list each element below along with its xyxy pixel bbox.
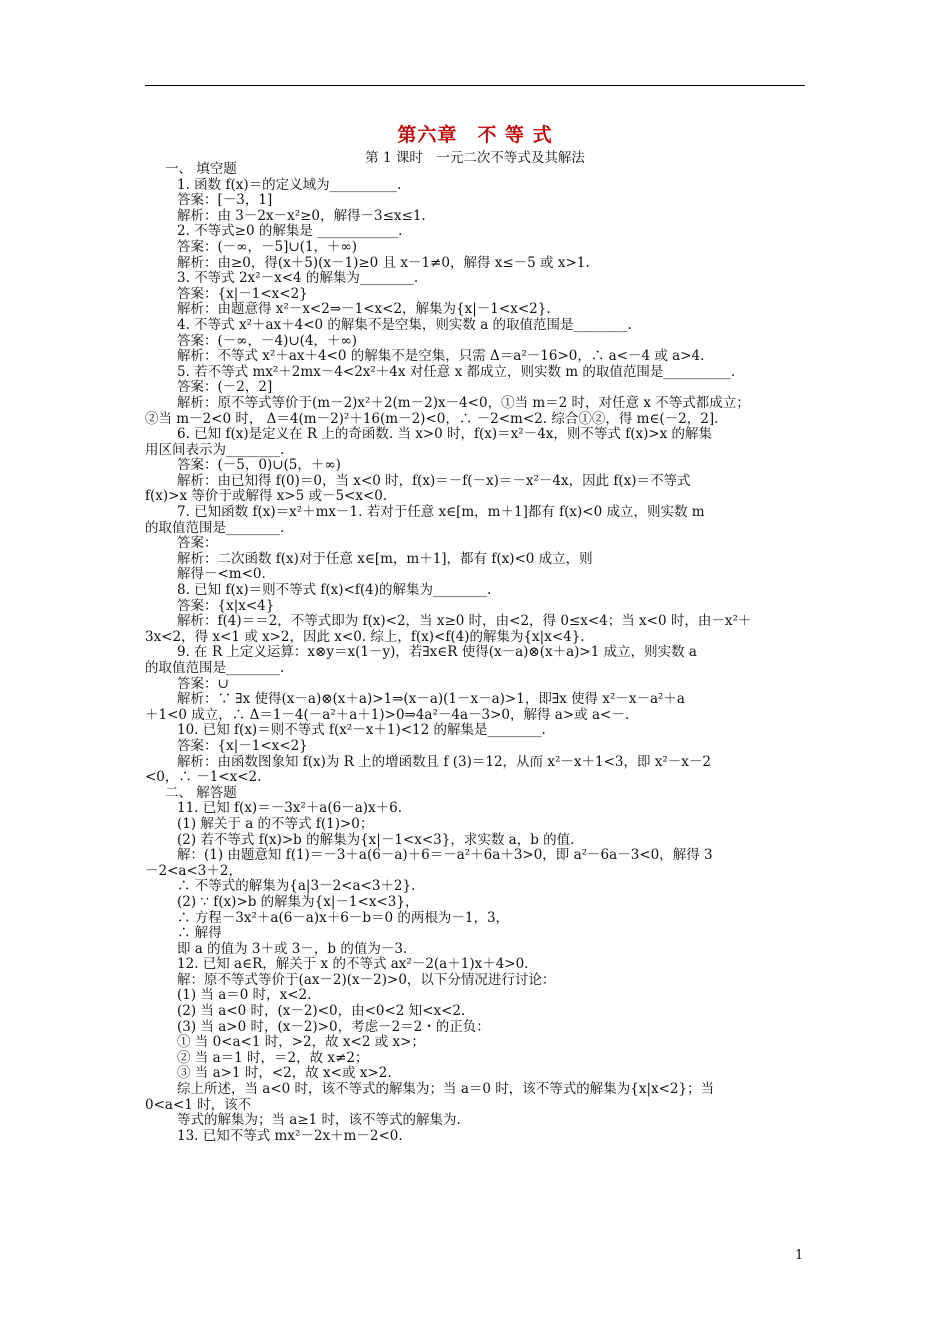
- text-line: 解析：不等式 x²＋ax＋4<0 的解集不是空集，只需 Δ＝a²－16>0，∴ a<－4 或 a>4.: [177, 348, 705, 365]
- text-line: 答案：{x|－1<x<2}: [177, 737, 308, 754]
- text-line: 5. 若不等式 mx²＋2mx－4<2x²＋4x 对任意 x 都成立，则实数 m 的取值范围是__________.: [177, 363, 736, 380]
- text-line: 9. 在 R 上定义运算：x⊗y＝x(1－y)，若∃x∈R 使得(x－a)⊗(x＋a)>1 成立，则实数 a: [177, 644, 697, 661]
- chapter-title: 第六章 不 等 式: [397, 124, 553, 146]
- text-line: (2) ∵ f(x)>b 的解集为{x|－1<x<3}，: [177, 893, 419, 910]
- text-line: 用区间表示为________.: [145, 441, 285, 458]
- text-line: －2<a<3＋2，: [145, 862, 242, 879]
- text-line: ∴ 解得: [177, 925, 222, 942]
- text-line: 7. 已知函数 f(x)＝x²＋mx－1. 若对于任意 x∈[m，m＋1]都有 f(x)<0 成立，则实数 m: [177, 504, 705, 521]
- text-line: 10. 已知 f(x)＝则不等式 f(x²－x＋1)<12 的解集是________.: [177, 722, 546, 739]
- text-line: (2) 当 a<0 时，(x－2)<0，由<0<2 知<x<2.: [177, 1003, 466, 1020]
- text-line: 11. 已知 f(x)＝－3x²＋a(6－a)x＋6.: [177, 800, 403, 817]
- page-number: 1: [795, 1248, 804, 1263]
- text-line: (1) 当 a＝0 时，x<2.: [177, 987, 312, 1004]
- text-line: 解析：由函数图象知 f(x)为 R 上的增函数且 f (3)＝12，从而 x²－x＋1<3，即 x²－x－2: [177, 753, 712, 770]
- text-line: 答案：: [177, 535, 218, 552]
- text-line: ② 当 a＝1 时，＝2，故 x≠2；: [177, 1049, 369, 1066]
- text-line: 答案：(－2，2]: [177, 379, 273, 396]
- text-line: ②当 m－2<0 时， Δ＝4(m－2)²＋16(m－2)<0，∴ －2<m<2. 综合①②，得 m∈(－2，2].: [145, 410, 719, 427]
- document-body: [145, 162, 811, 1144]
- text-line: 解：(1) 由题意知 f(1)＝－3＋a(6－a)＋6＝－a²＋6a＋3>0，即 a²－6a－3<0，解得 3: [177, 847, 713, 864]
- text-line: 的取值范围是________.: [145, 519, 285, 536]
- text-line: 二、 解答题: [165, 784, 237, 801]
- text-line: 一、 填空题: [165, 161, 237, 177]
- lesson-title: 第 1 课时 一元二次不等式及其解法: [365, 150, 585, 166]
- text-line: 的取值范围是________.: [145, 660, 285, 676]
- text-line: ∴ 不等式的解集为{a|3－2<a<3＋2}.: [177, 878, 416, 895]
- text-line: (2) 若不等式 f(x)>b 的解集为{x|－1<x<3}，求实数 a，b 的值.: [177, 831, 575, 848]
- top-rule: [145, 85, 805, 86]
- text-line: 答案：(－5，0)∪(5，＋∞): [177, 457, 341, 474]
- text-line: 答案：∪: [177, 675, 229, 692]
- text-line: 12. 已知 a∈R，解关于 x 的不等式 ax²－2(a＋1)x＋4>0.: [177, 956, 529, 973]
- text-line: 答案：(－∞，－4)∪(4，＋∞): [177, 332, 358, 349]
- text-line: 解析：由 3－2x－x²≥0，解得－3≤x≤1.: [177, 207, 426, 224]
- text-line: 6. 已知 f(x)是定义在 R 上的奇函数. 当 x>0 时，f(x)＝x²－4x，则不等式 f(x)>x 的解集: [177, 426, 713, 443]
- text-line: 4. 不等式 x²＋ax＋4<0 的解集不是空集，则实数 a 的取值范围是________.: [177, 316, 632, 333]
- text-line: 13. 已知不等式 mx²－2x＋m－2<0.: [177, 1127, 403, 1144]
- text-line: 解析：原不等式等价于(m－2)x²＋2(m－2)x－4<0，①当 m＝2 时，对任意 x 不等式都成立；: [177, 394, 750, 411]
- text-line: 0<a<1 时，该不: [145, 1096, 252, 1113]
- text-line: 解：原不等式等价于(ax－2)(x－2)>0，以下分情况进行讨论：: [177, 971, 556, 988]
- text-line: ③ 当 a>1 时，<2，故 x<或 x>2.: [177, 1065, 392, 1082]
- text-line: 解析：由已知得 f(0)＝0，当 x<0 时，f(x)＝－f(－x)＝－x²－4x，因此 f(x)＝不等式: [177, 472, 691, 489]
- text-line: (3) 当 a>0 时，(x－2)>0，考虑－2＝2・的正负：: [177, 1018, 490, 1035]
- text-line: 2. 不等式≥0 的解集是 ____________.: [177, 223, 403, 240]
- text-line: f(x)>x 等价于或解得 x>5 或－5<x<0.: [145, 488, 388, 505]
- text-line: 解析：∵ ∃x 使得(x－a)⊗(x＋a)>1⇒(x－a)(1－x－a)>1，即∃x 使得 x²－x－a²＋a: [177, 691, 685, 708]
- text-line: 答案：{x|x<4}: [177, 597, 275, 614]
- text-line: ① 当 0<a<1 时，>2，故 x<2 或 x>；: [177, 1034, 425, 1051]
- text-line: 8. 已知 f(x)＝则不等式 f(x)<f(4)的解集为________.: [177, 582, 492, 599]
- text-line: <0，∴ －1<x<2.: [145, 769, 262, 786]
- text-line: 答案：(－∞，－5]∪(1，＋∞): [177, 238, 358, 255]
- text-line: 综上所述，当 a<0 时，该不等式的解集为；当 a＝0 时，该不等式的解集为{x|x<2}；当: [177, 1081, 715, 1098]
- text-line: 等式的解集为；当 a≥1 时，该不等式的解集为.: [177, 1112, 461, 1129]
- text-line: ∴ 方程－3x²＋a(6－a)x＋6－b＝0 的两根为－1，3，: [177, 909, 510, 926]
- text-line: 解析：二次函数 f(x)对于任意 x∈[m，m＋1]，都有 f(x)<0 成立，则: [177, 550, 593, 567]
- text-line: 解析：f(4)＝＝2，不等式即为 f(x)<2，当 x≥0 时，由<2，得 0≤x<4；当 x<0 时，由－x²＋: [177, 613, 752, 630]
- text-line: 解析：由≥0，得(x＋5)(x－1)≥0 且 x－1≠0，解得 x≤－5 或 x>1.: [177, 254, 590, 271]
- text-line: ＋1<0 成立，∴ Δ＝1－4(－a²＋a＋1)>0⇒4a²－4a－3>0，解得 a>或 a<－.: [145, 706, 630, 723]
- text-line: 解得－<m<0.: [177, 566, 266, 583]
- text-line: 3x<2，得 x<1 或 x>2，因此 x<0. 综上，f(x)<f(4)的解集为{x|x<4}.: [145, 628, 585, 645]
- text-line: (1) 解关于 a 的不等式 f(1)>0；: [177, 815, 374, 832]
- text-line: 即 a 的值为 3＋或 3－，b 的值为－3.: [177, 940, 408, 957]
- text-line: 答案：[－3，1]: [177, 192, 273, 209]
- text-line: 3. 不等式 2x²－x<4 的解集为________.: [177, 270, 419, 287]
- text-line: 答案：{x|－1<x<2}: [177, 285, 308, 302]
- text-line: 解析：由题意得 x²－x<2⇒－1<x<2，解集为{x|－1<x<2}.: [177, 301, 551, 318]
- text-line: 1. 函数 f(x)＝的定义域为__________.: [177, 176, 402, 193]
